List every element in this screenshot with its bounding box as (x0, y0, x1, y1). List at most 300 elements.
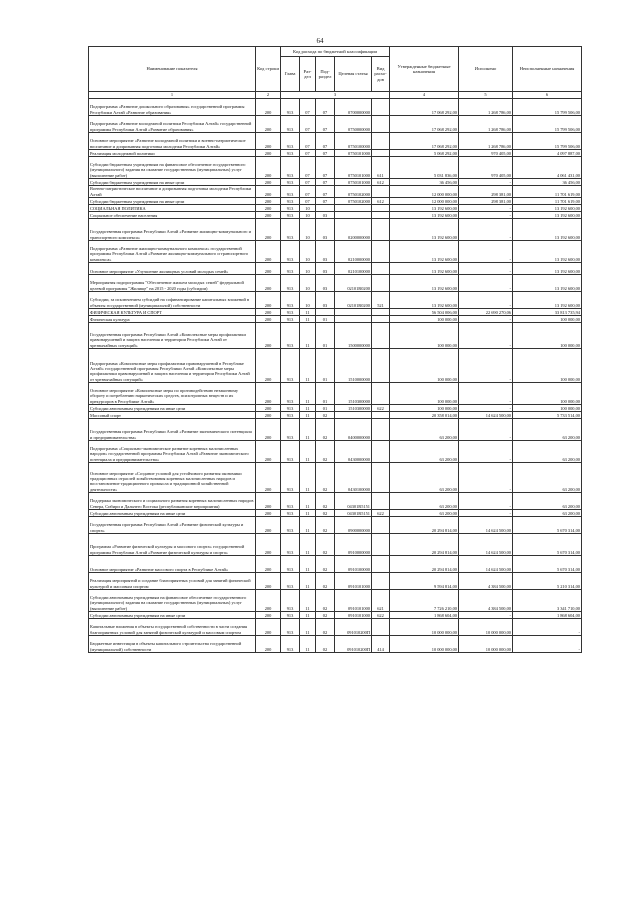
row-executed: 1 268 786,00 (459, 133, 513, 150)
row-podrazdel: 02 (316, 510, 335, 517)
row-expense-type (372, 219, 390, 241)
row-glava: 913 (281, 383, 300, 405)
row-glava: 913 (281, 241, 300, 263)
row-razdel: 11 (300, 463, 316, 493)
row-podrazdel: 02 (316, 573, 335, 590)
row-approved: 20 294 814,00 (390, 517, 459, 534)
row-razdel: 11 (300, 612, 316, 619)
row-approved: 17 068 292,00 (390, 116, 459, 133)
row-line-code: 200 (256, 198, 281, 205)
row-line-code: 200 (256, 573, 281, 590)
row-executed: - (459, 275, 513, 292)
row-podrazdel: 03 (316, 219, 335, 241)
row-executed: 970 405,00 (459, 150, 513, 157)
row-approved: 7 726 210,00 (390, 590, 459, 612)
row-unexecuted: - (513, 636, 582, 653)
row-glava: 913 (281, 534, 300, 556)
row-podrazdel: 07 (316, 198, 335, 205)
row-executed: - (459, 241, 513, 263)
row-glava: 913 (281, 419, 300, 441)
table-body (89, 99, 582, 653)
row-glava: 913 (281, 349, 300, 383)
row-expense-type (372, 99, 390, 116)
header-podrazdel: Под-раздел (316, 57, 335, 92)
table-row (89, 590, 582, 612)
row-expense-type (372, 419, 390, 441)
row-podrazdel: 02 (316, 556, 335, 573)
row-name: Подпрограмма «Комплексные меры профилактики правонарушений в Республике Алтай» государственной программы Республики Алтай «Комплексные меры профилактики правонарушений и защита населения и территории Республики Алтай от чрезвычайных ситуаций» (89, 349, 256, 383)
row-name: ФИЗИЧЕСКАЯ КУЛЬТУРА И СПОРТ (89, 309, 256, 316)
table-row (89, 212, 582, 219)
table-row (89, 309, 582, 316)
row-target-article: 0750101000 (335, 179, 372, 186)
row-podrazdel: 07 (316, 157, 335, 179)
row-unexecuted: 15 799 506,00 (513, 133, 582, 150)
row-executed: - (459, 493, 513, 510)
row-executed: 14 624 500,00 (459, 534, 513, 556)
row-podrazdel (316, 205, 335, 212)
row-name: Государственная программа Республики Алтай «Развитие жилищно-коммунального и транспортного комплекса» (89, 219, 256, 241)
row-line-code: 200 (256, 493, 281, 510)
row-target-article: 1510000000 (335, 349, 372, 383)
row-expense-type (372, 349, 390, 383)
row-unexecuted: 100 000,00 (513, 316, 582, 323)
row-executed: 298 381,00 (459, 186, 513, 198)
row-podrazdel: 03 (316, 292, 335, 309)
row-approved: 56 504 006,00 (390, 309, 459, 316)
row-glava: 913 (281, 573, 300, 590)
row-name: Основное мероприятие «Развитие молодежной политики и военно-патриотическое воспитание и допризывная подготовка молодежи Республики Алтай» (89, 133, 256, 150)
row-name: Государственная программа Республики Алтай «Развитие физической культуры и спорта» (89, 517, 256, 534)
row-unexecuted: 63 200,00 (513, 419, 582, 441)
row-line-code: 200 (256, 99, 281, 116)
row-approved: 20 294 814,00 (390, 534, 459, 556)
table-row (89, 556, 582, 573)
row-glava: 913 (281, 619, 300, 636)
row-approved: 63 200,00 (390, 441, 459, 463)
row-glava: 913 (281, 179, 300, 186)
row-approved: 17 068 292,00 (390, 133, 459, 150)
header-razdel: Раз-дел (300, 57, 316, 92)
row-expense-type: 622 (372, 510, 390, 517)
row-approved: 20 294 814,00 (390, 556, 459, 573)
row-name: Реализация мероприятий и создание благоприятных условий для занятий физической культурой и массовым спортом (89, 573, 256, 590)
row-line-code: 200 (256, 412, 281, 419)
row-target-article: 0910100000 (335, 556, 372, 573)
table-row (89, 441, 582, 463)
row-expense-type: 622 (372, 405, 390, 412)
row-approved: 13 192 600,00 (390, 275, 459, 292)
row-podrazdel: 07 (316, 133, 335, 150)
row-executed: 4 384 500,00 (459, 573, 513, 590)
row-executed: 970 405,00 (459, 157, 513, 179)
row-razdel: 11 (300, 534, 316, 556)
row-glava: 913 (281, 186, 300, 198)
row-line-code: 200 (256, 383, 281, 405)
row-line-code: 200 (256, 463, 281, 493)
row-line-code: 200 (256, 157, 281, 179)
row-podrazdel: 01 (316, 316, 335, 323)
row-approved: 13 192 600,00 (390, 292, 459, 309)
table-row (89, 463, 582, 493)
row-approved: 13 192 600,00 (390, 263, 459, 275)
row-razdel: 11 (300, 323, 316, 349)
row-expense-type (372, 205, 390, 212)
row-name: Субсидии автономным учреждениям на иные цели (89, 510, 256, 517)
row-line-code: 200 (256, 205, 281, 212)
row-line-code: 200 (256, 116, 281, 133)
row-expense-type (372, 309, 390, 316)
row-podrazdel: 02 (316, 463, 335, 493)
table-row (89, 534, 582, 556)
row-executed: - (459, 419, 513, 441)
header-target-article: Целевая статья (335, 57, 372, 92)
row-podrazdel: 02 (316, 534, 335, 556)
row-razdel: 07 (300, 116, 316, 133)
row-expense-type (372, 534, 390, 556)
table-row (89, 619, 582, 636)
row-glava: 913 (281, 517, 300, 534)
row-approved: 20 358 014,00 (390, 412, 459, 419)
row-executed: - (459, 463, 513, 493)
header-unexecuted: Неисполненные назначения (513, 47, 582, 92)
row-name: Субсидии автономным учреждениям на иные цели (89, 405, 256, 412)
row-expense-type (372, 493, 390, 510)
row-target-article: 0910101000 (335, 612, 372, 619)
row-target-article: 0700000000 (335, 99, 372, 116)
row-expense-type: 622 (372, 612, 390, 619)
table-row (89, 157, 582, 179)
row-target-article: 0200000000 (335, 219, 372, 241)
row-name: Подпрограмма «Развитие молодежной политики Республики Алтай» государственной программы Республики Алтай «Развитие образования» (89, 116, 256, 133)
row-razdel: 11 (300, 517, 316, 534)
row-expense-type (372, 517, 390, 534)
row-executed: - (459, 405, 513, 412)
row-executed: 1 268 786,00 (459, 116, 513, 133)
row-target-article (335, 412, 372, 419)
row-razdel: 07 (300, 157, 316, 179)
row-unexecuted: 11 701 619,00 (513, 198, 582, 205)
row-line-code: 200 (256, 517, 281, 534)
row-executed: - (459, 349, 513, 383)
row-name: Государственная программа Республики Алтай «Комплексные меры профилактики правонарушений и защита населения и территории Республики Алтай от чрезвычайных ситуаций» (89, 323, 256, 349)
row-razdel: 10 (300, 292, 316, 309)
row-name: Физическая культура (89, 316, 256, 323)
row-executed: - (459, 263, 513, 275)
row-line-code: 200 (256, 619, 281, 636)
row-target-article: 1510300000 (335, 405, 372, 412)
row-name: Основное мероприятие «Создание условий для устойчивого развития экономики традиционных отраслей хозяйствования коренных малочисленных народов и восстановление традиционного промысла и традиционной хозяйственной деятельности» (89, 463, 256, 493)
row-expense-type (372, 556, 390, 573)
row-expense-type: 414 (372, 636, 390, 653)
row-razdel: 10 (300, 263, 316, 275)
row-unexecuted: 13 192 600,00 (513, 275, 582, 292)
row-unexecuted: 5 670 314,00 (513, 517, 582, 534)
row-podrazdel: 01 (316, 405, 335, 412)
row-name: Основное мероприятие «Улучшение жилищных условий молодых семей» (89, 263, 256, 275)
row-executed: - (459, 316, 513, 323)
row-name: Социальное обеспечение населения (89, 212, 256, 219)
table-header (89, 47, 582, 99)
row-expense-type (372, 241, 390, 263)
row-line-code: 200 (256, 441, 281, 463)
row-name: Программа «Развитие физической культуры и массового спорта» государственной программы Республики Алтай «Развитие физической культуры и спорта» (89, 534, 256, 556)
row-unexecuted: 13 192 600,00 (513, 241, 582, 263)
row-name: Подпрограмма «Развитие дошкольного образования» государственной программы Республики Алтай «Развитие образования» (89, 99, 256, 116)
table-row (89, 179, 582, 186)
row-target-article: 02101R0200 (335, 292, 372, 309)
row-unexecuted: 100 000,00 (513, 405, 582, 412)
row-executed: - (459, 212, 513, 219)
row-executed: - (459, 219, 513, 241)
row-name: Субсидии бюджетным учреждениям на иные цели (89, 179, 256, 186)
row-razdel: 11 (300, 510, 316, 517)
row-target-article: 0210000000 (335, 241, 372, 263)
row-razdel: 10 (300, 241, 316, 263)
row-target-article: 1500000000 (335, 323, 372, 349)
row-unexecuted: 63 200,00 (513, 463, 582, 493)
row-razdel: 11 (300, 316, 316, 323)
row-target-article (335, 205, 372, 212)
table-row (89, 186, 582, 198)
row-podrazdel: 07 (316, 186, 335, 198)
column-number: 5 (459, 92, 513, 99)
column-number: 1 (89, 92, 256, 99)
row-podrazdel: 07 (316, 99, 335, 116)
row-expense-type (372, 412, 390, 419)
row-approved: 13 192 600,00 (390, 212, 459, 219)
row-target-article: 0900000000 (335, 517, 372, 534)
row-podrazdel (316, 309, 335, 316)
row-executed: - (459, 205, 513, 212)
row-glava: 913 (281, 590, 300, 612)
row-glava: 913 (281, 212, 300, 219)
row-name: Бюджетные инвестиции в объекты капитального строительства государственной (муниципальной) собственности (89, 636, 256, 653)
row-name: Реализация молодежной политики (89, 150, 256, 157)
row-unexecuted: 63 200,00 (513, 510, 582, 517)
row-unexecuted: 100 000,00 (513, 383, 582, 405)
column-number: 2 (256, 92, 281, 99)
row-podrazdel: 02 (316, 412, 335, 419)
row-approved: 36 456,00 (390, 179, 459, 186)
row-razdel: 11 (300, 349, 316, 383)
row-approved: 13 192 600,00 (390, 205, 459, 212)
row-line-code: 200 (256, 349, 281, 383)
row-target-article: 091010200П (335, 636, 372, 653)
row-glava: 913 (281, 157, 300, 179)
row-unexecuted: 5 733 514,00 (513, 412, 582, 419)
row-executed: - (459, 441, 513, 463)
row-glava: 913 (281, 219, 300, 241)
row-approved: 9 594 814,00 (390, 573, 459, 590)
row-name: Капитальные вложения в объекты государственной собственности в части создания благоприятных условий для занятий физической культурой и массовым спортом (89, 619, 256, 636)
column-number: 3 (281, 92, 390, 99)
row-expense-type (372, 619, 390, 636)
row-line-code: 200 (256, 263, 281, 275)
table-row (89, 383, 582, 405)
row-unexecuted: 15 799 506,00 (513, 116, 582, 133)
row-expense-type (372, 186, 390, 198)
row-line-code: 200 (256, 212, 281, 219)
table-row (89, 636, 582, 653)
row-razdel: 11 (300, 383, 316, 405)
row-approved: 63 200,00 (390, 510, 459, 517)
row-expense-type: 521 (372, 292, 390, 309)
row-line-code: 200 (256, 405, 281, 412)
row-glava: 913 (281, 99, 300, 116)
row-glava: 913 (281, 612, 300, 619)
row-approved: 63 200,00 (390, 419, 459, 441)
row-unexecuted: 33 813 735,94 (513, 309, 582, 316)
row-podrazdel: 01 (316, 383, 335, 405)
row-name: Подпрограмма «Развитие жилищно-коммунального комплекса» государственной программы Республики Алтай «Развитие жилищно-коммунального и транспортного комплекса» (89, 241, 256, 263)
row-executed: 10 000 000,00 (459, 636, 513, 653)
table-row (89, 241, 582, 263)
row-line-code: 200 (256, 556, 281, 573)
header-code: Код строки (256, 47, 281, 92)
row-target-article: 0910101000 (335, 573, 372, 590)
row-line-code: 200 (256, 186, 281, 198)
table-row (89, 133, 582, 150)
row-line-code: 200 (256, 419, 281, 441)
row-glava: 913 (281, 441, 300, 463)
row-glava: 913 (281, 292, 300, 309)
row-target-article: 0750101000 (335, 150, 372, 157)
row-approved: 100 000,00 (390, 349, 459, 383)
row-line-code: 200 (256, 323, 281, 349)
row-razdel: 07 (300, 186, 316, 198)
row-podrazdel: 02 (316, 441, 335, 463)
row-name: Поддержка экономического и социального развития коренных малочисленных народов Севера, Сибири и Дальнего Востока (республиканские мероприятия) (89, 493, 256, 510)
row-glava: 913 (281, 205, 300, 212)
row-executed: - (459, 292, 513, 309)
row-expense-type (372, 573, 390, 590)
row-podrazdel: 03 (316, 263, 335, 275)
row-target-article: 04301R5151 (335, 493, 372, 510)
row-podrazdel: 02 (316, 612, 335, 619)
row-name: Мероприятия подпрограммы "Обеспечение жильем молодых семей" федеральной целевой программы "Жилище" на 2015 - 2020 годы (субсидии) (89, 275, 256, 292)
row-glava: 913 (281, 309, 300, 316)
row-expense-type (372, 383, 390, 405)
row-executed: 14 624 500,00 (459, 412, 513, 419)
row-target-article: 0750102000 (335, 186, 372, 198)
row-unexecuted: 1 868 604,00 (513, 612, 582, 619)
row-name: Государственная программа Республики Алтай «Развитие экономического потенциала и предпринимательства» (89, 419, 256, 441)
row-expense-type (372, 275, 390, 292)
row-executed: - (459, 383, 513, 405)
row-glava: 913 (281, 463, 300, 493)
row-podrazdel: 02 (316, 590, 335, 612)
row-name: Субсидии, за исключением субсидий на софинансирование капитальных вложений в объекты государственной (муниципальной) собственности (89, 292, 256, 309)
table-row (89, 573, 582, 590)
row-unexecuted: 5 670 314,00 (513, 534, 582, 556)
table-row (89, 263, 582, 275)
row-unexecuted: 13 192 600,00 (513, 212, 582, 219)
row-podrazdel: 03 (316, 241, 335, 263)
table-row (89, 612, 582, 619)
row-unexecuted: 4 097 887,00 (513, 150, 582, 157)
row-glava: 913 (281, 198, 300, 205)
row-podrazdel: 03 (316, 275, 335, 292)
row-razdel: 11 (300, 556, 316, 573)
row-razdel: 07 (300, 133, 316, 150)
row-approved: 10 000 000,00 (390, 619, 459, 636)
row-glava: 913 (281, 323, 300, 349)
row-target-article: 0400000000 (335, 419, 372, 441)
row-expense-type (372, 116, 390, 133)
row-razdel: 11 (300, 419, 316, 441)
row-target-article (335, 309, 372, 316)
row-glava: 913 (281, 150, 300, 157)
row-glava: 913 (281, 316, 300, 323)
row-name: Субсидии автономным учреждениям на иные цели (89, 612, 256, 619)
row-unexecuted: 36 456,00 (513, 179, 582, 186)
row-unexecuted: 100 000,00 (513, 349, 582, 383)
row-line-code: 200 (256, 179, 281, 186)
row-razdel: 10 (300, 212, 316, 219)
budget-execution-table (88, 46, 582, 653)
row-glava: 913 (281, 275, 300, 292)
row-expense-type (372, 316, 390, 323)
table-row (89, 205, 582, 212)
row-line-code: 200 (256, 241, 281, 263)
row-executed: 22 690 270,06 (459, 309, 513, 316)
row-razdel: 07 (300, 150, 316, 157)
row-target-article: 04301R5151 (335, 510, 372, 517)
row-expense-type (372, 441, 390, 463)
row-target-article: 0750000000 (335, 116, 372, 133)
row-razdel: 11 (300, 493, 316, 510)
row-approved: 5 068 292,00 (390, 150, 459, 157)
row-razdel: 11 (300, 590, 316, 612)
row-glava: 913 (281, 510, 300, 517)
row-podrazdel: 02 (316, 419, 335, 441)
row-target-article: 091010200П (335, 619, 372, 636)
table-row (89, 412, 582, 419)
row-unexecuted: 11 701 619,00 (513, 186, 582, 198)
row-approved: 63 200,00 (390, 493, 459, 510)
row-approved: 100 000,00 (390, 383, 459, 405)
row-glava: 913 (281, 493, 300, 510)
row-podrazdel: 07 (316, 116, 335, 133)
row-razdel: 11 (300, 619, 316, 636)
row-unexecuted: 13 192 600,00 (513, 292, 582, 309)
row-approved: 100 000,00 (390, 405, 459, 412)
row-executed: - (459, 510, 513, 517)
table-row (89, 510, 582, 517)
row-approved: 13 192 600,00 (390, 219, 459, 241)
row-unexecuted: 63 200,00 (513, 493, 582, 510)
table-row (89, 419, 582, 441)
row-name: СОЦИАЛЬНАЯ ПОЛИТИКА (89, 205, 256, 212)
row-line-code: 200 (256, 636, 281, 653)
row-executed: 1 268 786,00 (459, 99, 513, 116)
row-line-code: 200 (256, 292, 281, 309)
row-unexecuted: 4 061 431,00 (513, 157, 582, 179)
table-row (89, 493, 582, 510)
row-unexecuted: 15 799 506,00 (513, 99, 582, 116)
row-approved: 10 000 000,00 (390, 636, 459, 653)
header-classification: Код расхода по бюджетной классификации (281, 47, 390, 57)
header-approved: Утвержденные бюджетные назначения (390, 47, 459, 92)
row-line-code: 200 (256, 275, 281, 292)
row-line-code: 200 (256, 534, 281, 556)
row-razdel: 11 (300, 412, 316, 419)
row-target-article: 0430100000 (335, 463, 372, 493)
row-approved: 100 000,00 (390, 323, 459, 349)
row-expense-type (372, 263, 390, 275)
row-razdel: 11 (300, 636, 316, 653)
